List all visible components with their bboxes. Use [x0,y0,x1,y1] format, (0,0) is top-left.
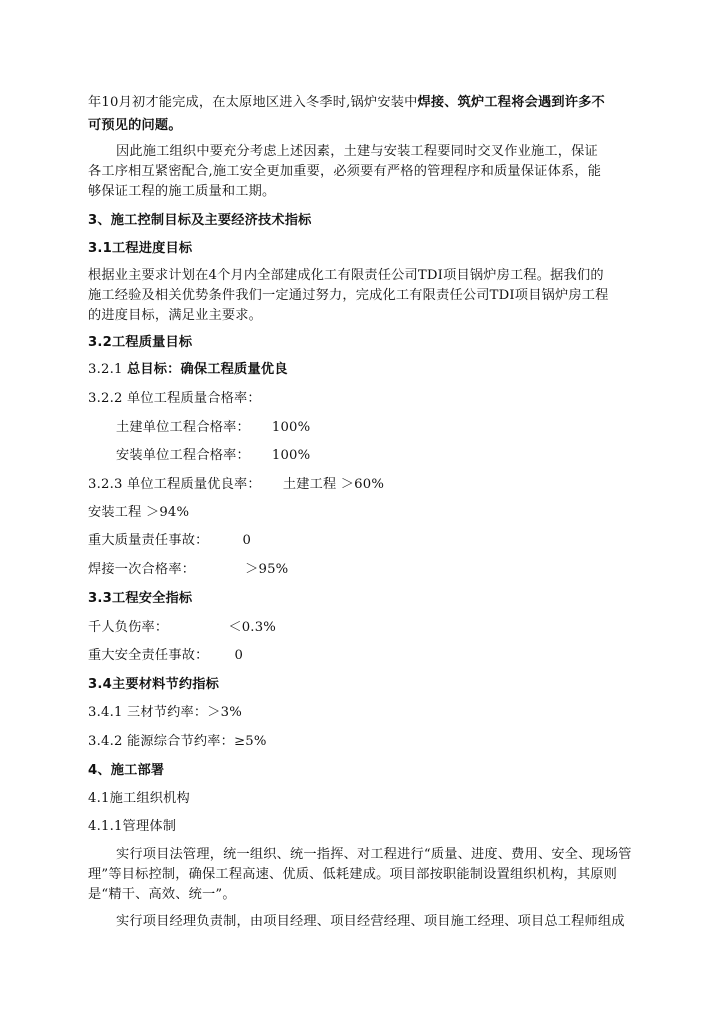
install-pass-rate [116,447,310,465]
civil-value: 100% [271,420,311,435]
heading-3-3: 3.3工程安全指标 [88,591,193,606]
major-safety-value: 0 [234,648,244,663]
excellence-label: 3.2.3 单位工程质量优良率： [88,477,261,492]
para-management-line-1: 实行项目法管理，统一组织、统一指挥、对工程进行“质量、进度、费用、安全、现场管 [116,847,632,862]
item-3-2-1 [88,361,288,379]
item-3-4-1: 3.4.1 三材节约率：＞3% [88,705,242,720]
weld-label: 焊接一次合格率： [88,562,196,577]
weld-pass-rate [88,561,288,579]
para-schedule-line-2: 施工经验及相关优势条件我们一定通过努力，完成化工有限责任公司TDI项目锅炉房工程 [88,288,609,303]
para-considerations-line-1: 因此施工组织中要充分考虑上述因素，土建与安装工程要同时交叉作业施工，保证 [116,144,598,159]
para-responsibility-line-1: 实行项目经理负责制，由项目经理、项目经营经理、项目施工经理、项目总工程师组成 [116,914,625,929]
injury-label: 千人负伤率： [88,620,169,635]
injury-value: ＜0.3% [228,620,277,635]
para-intro-line-2: 可预见的问题。 [88,118,182,133]
major-quality-label: 重大质量责任事故： [88,533,209,548]
major-quality-value: 0 [242,533,252,548]
para-considerations-line-2: 各工序相互紧密配合,施工安全更加重要，必须要有严格的管理程序和质量保证体系，能 [88,164,602,179]
install-label: 安装单位工程合格率： [116,448,250,463]
item-3-4-2: 3.4.2 能源综合节约率：≥5% [88,734,267,749]
para-schedule-line-1: 根据业主要求计划在4个月内全部建成化工有限责任公司TDI项目锅炉房工程。据我们的 [88,268,604,283]
heading-3-1: 3.1工程进度目标 [88,241,193,256]
install-value: 100% [271,448,311,463]
item-bold-text: 总目标：确保工程质量优良 [126,362,288,377]
para-schedule-line-3: 的进度目标，满足业主要求。 [88,308,263,323]
install-excellence: 安装工程 ＞94% [88,505,190,520]
heading-section-3: 3、施工控制目标及主要经济技术指标 [88,213,312,228]
excellence-value: 土建工程 ＞60% [282,477,385,492]
heading-4-1-1: 4.1.1管理体制 [88,819,177,834]
para-management-line-2: 理”等目标控制，确保工程高速、优质、低耗建成。项目部按职能制设置组织机构，其原则 [88,867,618,882]
heading-section-4: 4、施工部署 [88,763,165,778]
item-number: 3.2.1 [88,362,127,377]
heading-4-1: 4.1施工组织机构 [88,791,190,806]
intro-text: 年10月初才能完成，在太原地区进入冬季时,锅炉安装中 [88,95,418,110]
item-3-2-3 [88,476,384,494]
major-quality-accidents [88,532,251,550]
weld-value: ＞95% [245,562,289,577]
para-intro-line-1 [88,94,605,112]
injury-rate [88,619,276,637]
civil-pass-rate [116,419,310,437]
major-safety-label: 重大安全责任事故： [88,648,209,663]
civil-label: 土建单位工程合格率： [116,420,250,435]
para-management-line-3: 是“精干、高效、统一”。 [88,887,236,902]
item-3-2-2: 3.2.2 单位工程质量合格率： [88,391,261,406]
intro-bold-text: 焊接、筑炉工程将会遇到许多不 [417,95,605,110]
para-considerations-line-3: 够保证工程的施工质量和工期。 [88,184,276,199]
heading-3-2: 3.2工程质量目标 [88,335,193,350]
major-safety-accidents [88,647,243,665]
heading-3-4: 3.4主要材料节约指标 [88,677,220,692]
